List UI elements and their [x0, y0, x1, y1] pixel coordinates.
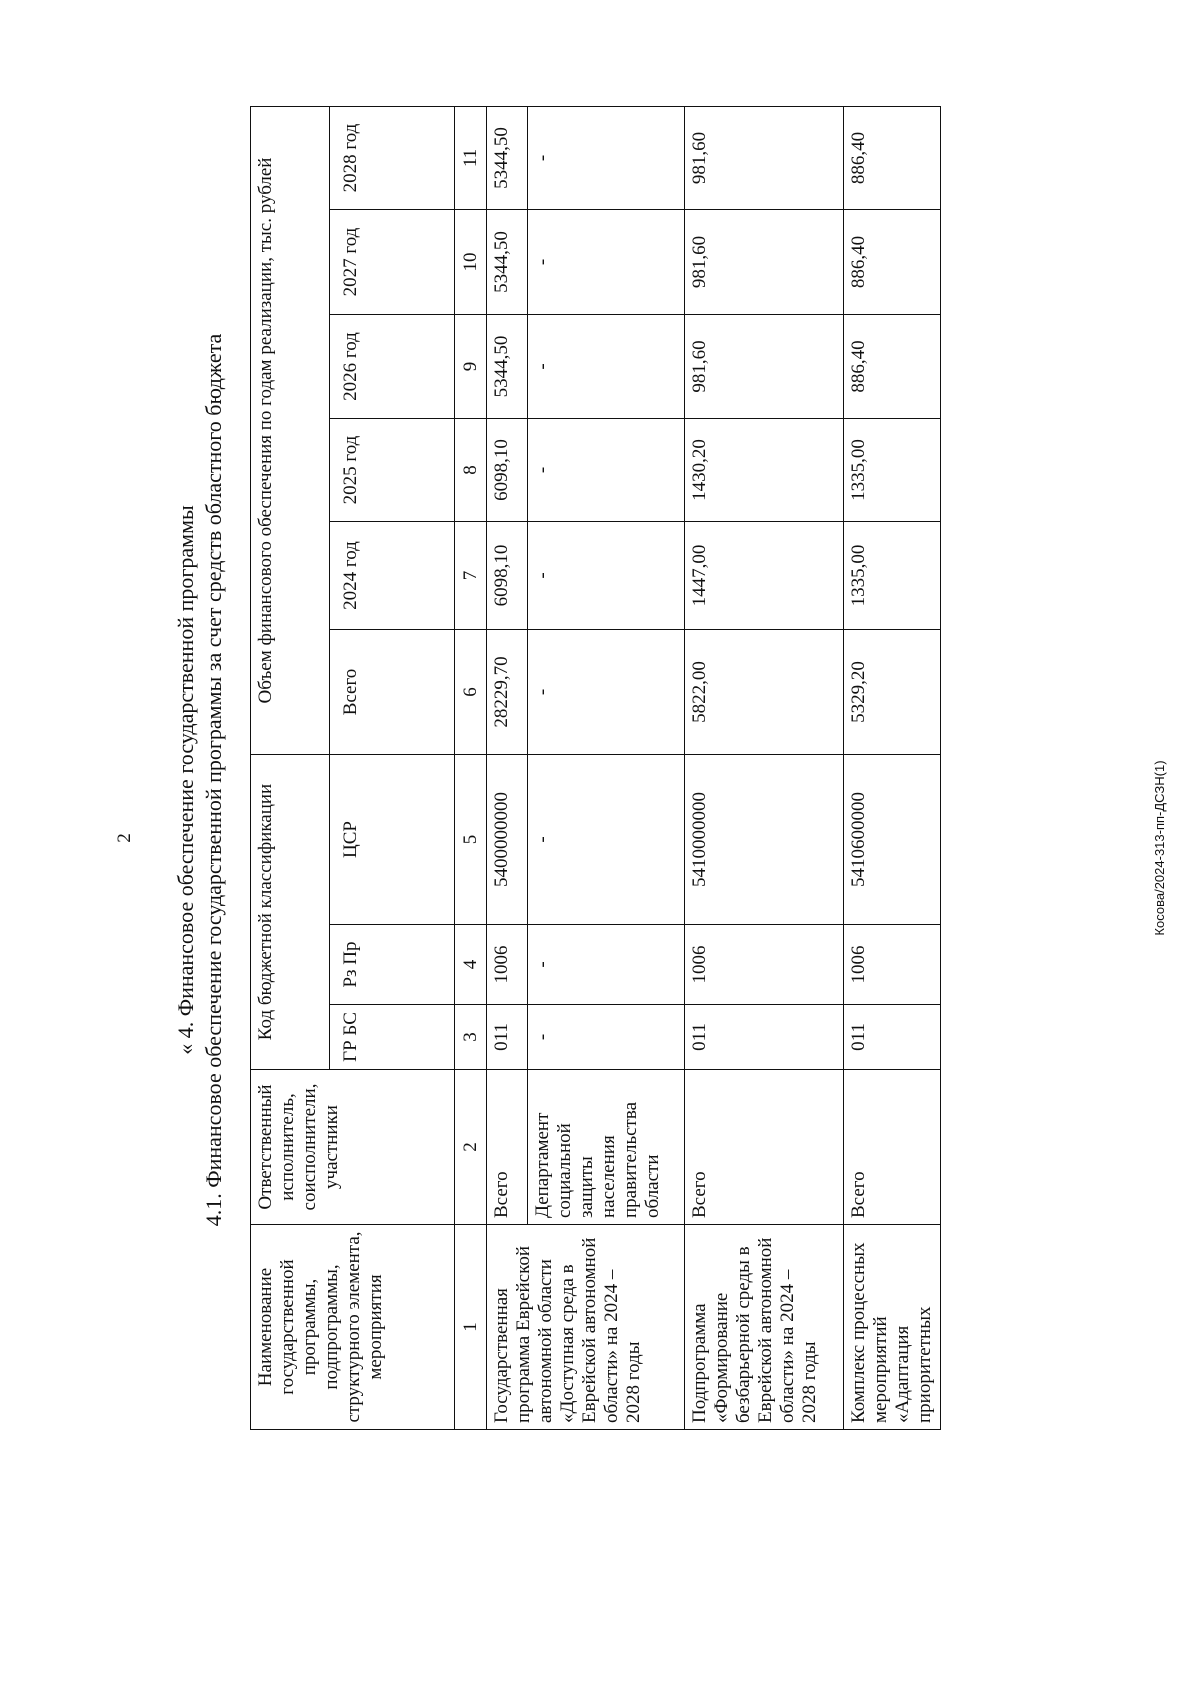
header-2027: 2027 год: [330, 210, 455, 315]
header-2026: 2026 год: [330, 315, 455, 419]
subsection-heading: 4.1. Финансовое обеспечение государственной программы за счет средств областного бюджета: [201, 333, 226, 1227]
y2025-cell: -: [528, 419, 685, 522]
executor-cell: Всего: [487, 1070, 528, 1225]
column-number: 1: [455, 1225, 487, 1430]
header-2025: 2025 год: [330, 419, 455, 522]
header-executor: Ответственный исполнитель, соисполнители, участники: [251, 1070, 455, 1225]
program-name-cell: Государственная программа Еврейской автономной области «Доступная среда в Еврейской автономной области» на 2024 – 2028 годы: [487, 1225, 685, 1430]
header-volume: Объем финансового обеспечения по годам реализации, тыс. рублей: [251, 107, 330, 755]
subprogram-name-cell: Подпрограмма «Формирование безбарьерной среды в Еврейской автономной области» на 2024 – 2028 годы: [685, 1225, 844, 1430]
header-csr: ЦСР: [330, 755, 455, 925]
y2027-cell: -: [528, 210, 685, 315]
column-number: 3: [455, 1005, 487, 1070]
header-2024: 2024 год: [330, 522, 455, 630]
y2026-cell: 5344,50: [487, 315, 528, 419]
document-code: Косова/2024-313-пп-ДСЗН(1): [1152, 760, 1167, 936]
column-number: 6: [455, 630, 487, 755]
csr-cell: 5410600000: [844, 755, 941, 925]
rotated-page-content: [172, 70, 1072, 1490]
page-number: 2: [114, 833, 135, 843]
y2027-cell: 981,60: [685, 210, 844, 315]
financing-table: [250, 106, 941, 1430]
y2027-cell: 886,40: [844, 210, 941, 315]
y2024-cell: 1447,00: [685, 522, 844, 630]
table-row: [487, 107, 528, 1430]
header-rzpr: Рз Пр: [330, 925, 455, 1005]
column-number: 9: [455, 315, 487, 419]
header-name: Наименование государственной программы, подпрограммы, структурного элемента, мероприятия: [251, 1225, 455, 1430]
header-budget-code: Код бюджетной классификации: [251, 755, 330, 1070]
grbs-cell: 011: [844, 1005, 941, 1070]
y2028-cell: 5344,50: [487, 107, 528, 210]
grbs-cell: 011: [487, 1005, 528, 1070]
column-number: 8: [455, 419, 487, 522]
rzpr-cell: 1006: [844, 925, 941, 1005]
grbs-cell: -: [528, 1005, 685, 1070]
y2028-cell: 886,40: [844, 107, 941, 210]
column-number: 11: [455, 107, 487, 210]
total-cell: 5329,20: [844, 630, 941, 755]
y2024-cell: 6098,10: [487, 522, 528, 630]
y2024-cell: 1335,00: [844, 522, 941, 630]
table-row: [844, 107, 941, 1430]
column-number: 5: [455, 755, 487, 925]
grbs-cell: 011: [685, 1005, 844, 1070]
column-number: 7: [455, 522, 487, 630]
total-cell: -: [528, 630, 685, 755]
csr-cell: -: [528, 755, 685, 925]
header-row-1: [251, 107, 330, 1430]
y2025-cell: 1430,20: [685, 419, 844, 522]
y2024-cell: -: [528, 522, 685, 630]
total-cell: 28229,70: [487, 630, 528, 755]
header-grbs: ГР БС: [330, 1005, 455, 1070]
csr-cell: 5400000000: [487, 755, 528, 925]
y2028-cell: 981,60: [685, 107, 844, 210]
y2027-cell: 5344,50: [487, 210, 528, 315]
executor-cell: Всего: [685, 1070, 844, 1225]
executor-cell: Всего: [844, 1070, 941, 1225]
header-total: Всего: [330, 630, 455, 755]
csr-cell: 5410000000: [685, 755, 844, 925]
rzpr-cell: -: [528, 925, 685, 1005]
total-cell: 5822,00: [685, 630, 844, 755]
rzpr-cell: 1006: [487, 925, 528, 1005]
y2028-cell: -: [528, 107, 685, 210]
y2026-cell: 886,40: [844, 315, 941, 419]
executor-cell: Департамент социальной защиты населения правительства области: [528, 1070, 685, 1225]
table-row: [685, 107, 844, 1430]
column-number-row: [455, 107, 487, 1430]
section-heading: « 4. Финансовое обеспечение государственной программы: [173, 505, 198, 1055]
column-number: 2: [455, 1070, 487, 1225]
column-number: 10: [455, 210, 487, 315]
y2025-cell: 6098,10: [487, 419, 528, 522]
y2026-cell: -: [528, 315, 685, 419]
column-number: 4: [455, 925, 487, 1005]
measures-complex-name-cell: Комплекс процессных мероприятий «Адаптация приоритетных: [844, 1225, 941, 1430]
rzpr-cell: 1006: [685, 925, 844, 1005]
y2025-cell: 1335,00: [844, 419, 941, 522]
y2026-cell: 981,60: [685, 315, 844, 419]
header-2028: 2028 год: [330, 107, 455, 210]
